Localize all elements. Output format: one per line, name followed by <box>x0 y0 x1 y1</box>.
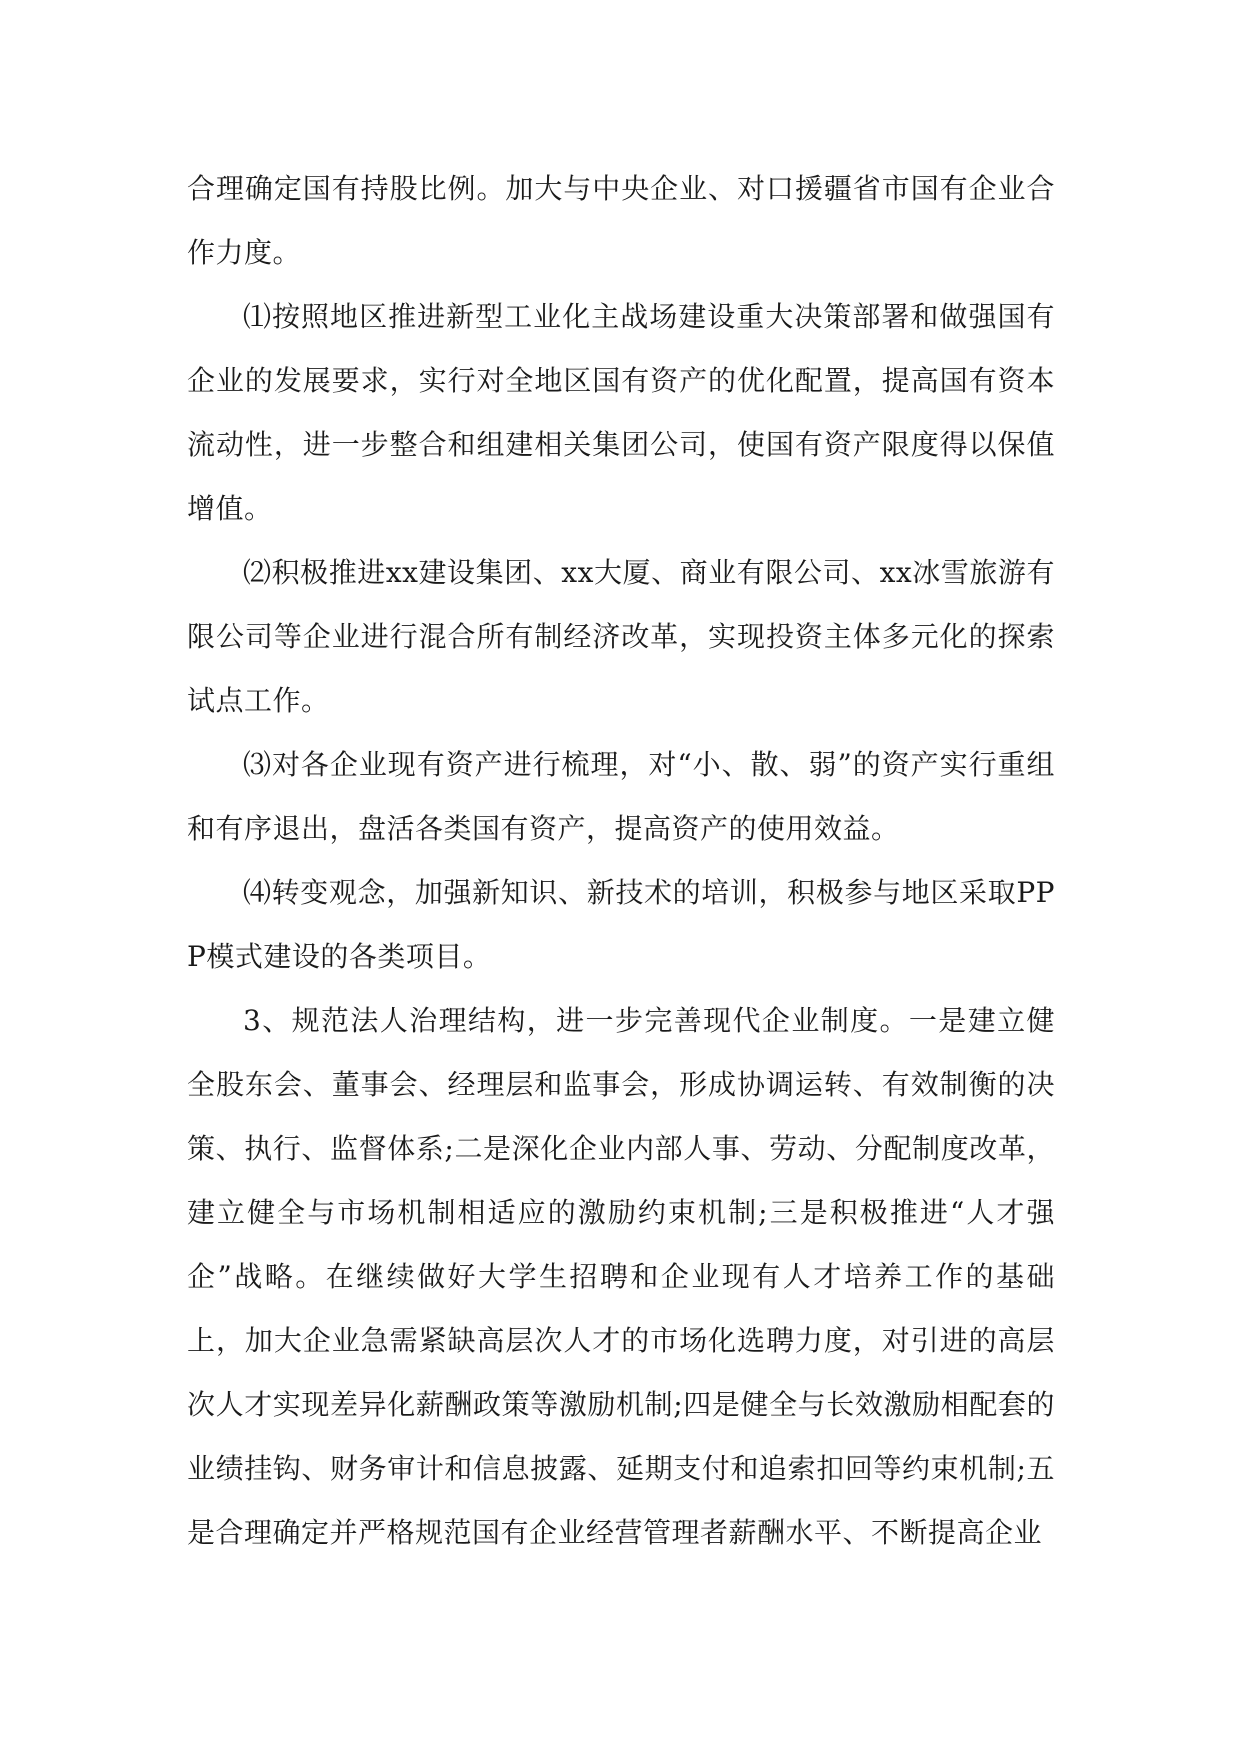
paragraph-2: ⑴按照地区推进新型工业化主战场建设重大决策部署和做强国有企业的发展要求，实行对全地区国有资产的优化配置，提高国有资本流动性，进一步整合和组建相关集团公司，使国有资产限度得以保值增值。 <box>187 300 1055 525</box>
paragraph-3: ⑵积极推进xx建设集团、xx大厦、商业有限公司、xx冰雪旅游有限公司等企业进行混合所有制经济改革，实现投资主体多元化的探索试点工作。 <box>187 556 1055 717</box>
paragraph-6: 3、规范法人治理结构，进一步完善现代企业制度。一是建立健全股东会、董事会、经理层和监事会，形成协调运转、有效制衡的决策、执行、监督体系;二是深化企业内部人事、劳动、分配制度改革，建立健全与市场机制相适应的激励约束机制;三是积极推进“人才强企”战略。在继续做好大学生招聘和企业现有人才培养工作的基础上，加大企业急需紧缺高层次人才的市场化选聘力度，对引进的高层次人才实现差异化薪酬政策等激励机制;四是健全与长效激励相配套的业绩挂钩、财务审计和信息披露、延期支付和追索扣回等约束机制;五是合理确定并严格规范国有企业经营管理者薪酬水平、不断提高企业 <box>187 1004 1055 1549</box>
paragraph-5: ⑷转变观念，加强新知识、新技术的培训，积极参与地区采取PPP模式建设的各类项目。 <box>187 876 1055 973</box>
body-text <box>187 157 1055 1565</box>
paragraph-4: ⑶对各企业现有资产进行梳理，对“小、散、弱”的资产实行重组和有序退出，盘活各类国有资产，提高资产的使用效益。 <box>187 748 1055 845</box>
paragraph-1: 合理确定国有持股比例。加大与中央企业、对口援疆省市国有企业合作力度。 <box>187 172 1055 269</box>
